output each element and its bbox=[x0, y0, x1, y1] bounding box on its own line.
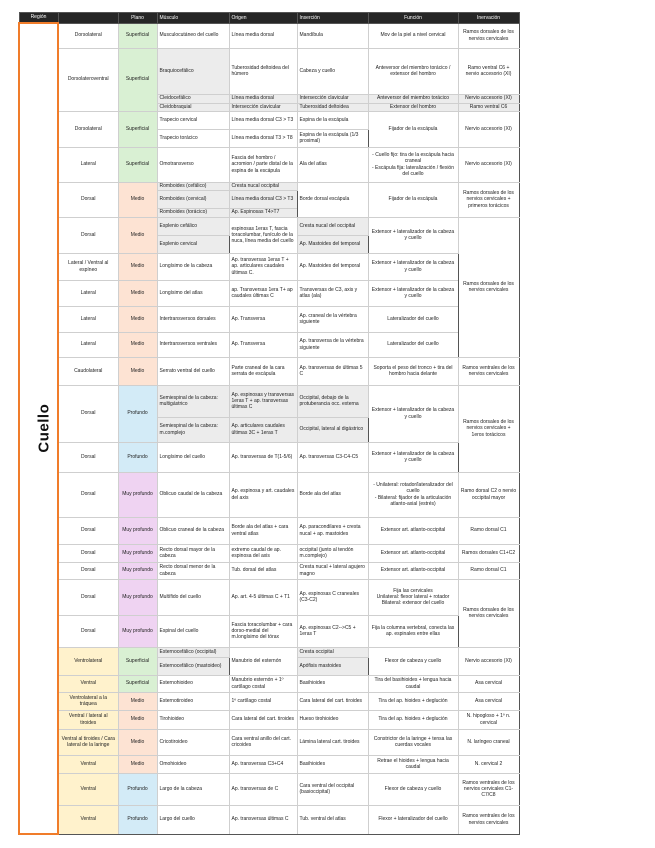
muscle-cell: Romboides (cefálico) bbox=[157, 182, 229, 190]
insertion-cell: Ap. transversa de la vértebra siguiente bbox=[297, 332, 368, 357]
function-cell: Tira del ap. hioides + deglución bbox=[368, 710, 458, 729]
origin-cell: ap. Transversas 1era T+ ap caudales últimas C bbox=[229, 280, 297, 306]
table-row bbox=[19, 579, 519, 615]
muscle-cell: Cleidobraquial bbox=[157, 103, 229, 111]
insertion-cell: Mandíbula bbox=[297, 23, 368, 48]
function-cell: Fija las cervicales Unilateral: flexor lateral + rotador Bilateral: extensor del cuello bbox=[368, 579, 458, 615]
position-cell: Dorsal bbox=[58, 562, 118, 579]
insertion-cell: Tub. ventral del atlas bbox=[297, 805, 368, 834]
position-cell: Dorsolateral bbox=[58, 23, 118, 48]
function-cell: Flexor de cabeza y cuello bbox=[368, 773, 458, 805]
origin-cell: Fascia toracolumbar + cara dorso-medial del m.longísimo del tórax bbox=[229, 615, 297, 647]
plane-cell: Medio bbox=[118, 332, 157, 357]
header-innervation: Inervación bbox=[458, 13, 519, 24]
insertion-cell: Ap. espinosas C2-->C5 + 1eras T bbox=[297, 615, 368, 647]
muscle-cell: Semiespinal de la cabeza: m.complejo bbox=[157, 417, 229, 442]
insertion-cell: Borde ala del atlas bbox=[297, 472, 368, 517]
position-cell: Lateral bbox=[58, 306, 118, 332]
innervation-cell: Nervio accesorio (XI) bbox=[458, 147, 519, 182]
function-cell: Lateralizador del cuello bbox=[368, 306, 458, 332]
plane-cell: Profundo bbox=[118, 385, 157, 442]
table-row bbox=[19, 647, 519, 657]
origin-cell: Ap. Transversa bbox=[229, 306, 297, 332]
plane-cell: Medio bbox=[118, 729, 157, 755]
insertion-cell: Borde dorsal escápula bbox=[297, 182, 368, 217]
insertion-cell: Lámina lateral cart. tiroides bbox=[297, 729, 368, 755]
origin-cell: Manubrio del esternón bbox=[229, 647, 297, 675]
function-cell: Soporta el peso del tronco + tira del hombro hacia delante bbox=[368, 357, 458, 385]
muscle-cell: Esplenio cervical bbox=[157, 235, 229, 253]
position-cell: Ventral bbox=[58, 773, 118, 805]
position-cell: Ventral al tiroides / Cara lateral de la laringe bbox=[58, 729, 118, 755]
plane-cell: Medio bbox=[118, 306, 157, 332]
table-row bbox=[19, 111, 519, 129]
table-row bbox=[19, 48, 519, 94]
function-cell: Extensor + lateralizador de la cabeza y cuello bbox=[368, 217, 458, 253]
plane-cell: Medio bbox=[118, 217, 157, 253]
function-cell: Extensor + lateralizador de la cabeza y cuello bbox=[368, 385, 458, 442]
insertion-cell: Basihioides bbox=[297, 675, 368, 692]
muscle-cell: Espinal del cuello bbox=[157, 615, 229, 647]
position-cell: Dorsal bbox=[58, 217, 118, 253]
function-cell: Anteversor del miembro torácico bbox=[368, 94, 458, 103]
insertion-cell: Cresta occipital bbox=[297, 647, 368, 657]
header-origin: Origen bbox=[229, 13, 297, 24]
innervation-cell: Nervio accesorio (XI) bbox=[458, 94, 519, 103]
innervation-cell: Ramo dorsal C1 bbox=[458, 517, 519, 544]
muscle-cell: Romboides (torácico) bbox=[157, 208, 229, 217]
muscle-cell: Trapecio torácico bbox=[157, 129, 229, 147]
position-cell: Lateral bbox=[58, 332, 118, 357]
innervation-cell: Asa cervical bbox=[458, 692, 519, 710]
insertion-cell: Ap. transversas de últimas 5 C bbox=[297, 357, 368, 385]
insertion-cell: occipital (junto al tendón m.complejo) bbox=[297, 544, 368, 562]
table-row bbox=[19, 729, 519, 755]
muscle-cell: Longísimo de la cabeza bbox=[157, 253, 229, 280]
function-cell: Mov de la piel a nivel cervical bbox=[368, 23, 458, 48]
header-region: Región bbox=[19, 13, 58, 24]
plane-cell: Medio bbox=[118, 357, 157, 385]
header-insertion: Inserción bbox=[297, 13, 368, 24]
position-cell: Dorsal bbox=[58, 385, 118, 442]
table-row bbox=[19, 182, 519, 190]
plane-cell: Superficial bbox=[118, 111, 157, 147]
function-cell: Tira del ap. hioides + deglución bbox=[368, 692, 458, 710]
table-row bbox=[19, 332, 519, 357]
header-function: Función bbox=[368, 13, 458, 24]
muscle-cell: Intertransversos ventrales bbox=[157, 332, 229, 357]
position-cell: Dorsolateral bbox=[58, 111, 118, 147]
innervation-cell: Ramos dorsales C1+C2 bbox=[458, 544, 519, 562]
innervation-cell: Ramos ventrales de los nervios cervicales C1-C7/C8 bbox=[458, 773, 519, 805]
position-cell: Dorsal bbox=[58, 544, 118, 562]
origin-cell: Ap. Transversa bbox=[229, 332, 297, 357]
origin-cell: Ap. espinosas y transversas 1eras T + ap. transversas últimas C bbox=[229, 385, 297, 417]
function-cell: Lateralizador del cuello bbox=[368, 332, 458, 357]
insertion-cell: Cresta nucal + lateral agujero magno bbox=[297, 562, 368, 579]
origin-cell: Tub. dorsal del atlas bbox=[229, 562, 297, 579]
table-body bbox=[19, 23, 519, 834]
insertion-cell: Ap. paracondilares + cresta nucal + ap. mastoides bbox=[297, 517, 368, 544]
insertion-cell: Tuberosidad deltoidea bbox=[297, 103, 368, 111]
muscle-cell: Tirohioideo bbox=[157, 710, 229, 729]
muscle-cell: Longísimo del atlas bbox=[157, 280, 229, 306]
insertion-cell: Ap. Mastoides del temporal bbox=[297, 235, 368, 253]
plane-cell: Profundo bbox=[118, 805, 157, 834]
origin-cell: Ap. articulares caudales últimas 3C + 1eras T bbox=[229, 417, 297, 442]
innervation-cell: Ramos ventrales de los nervios cervicales bbox=[458, 805, 519, 834]
muscle-cell: Trapecio cervical bbox=[157, 111, 229, 129]
position-cell: Ventral / lateral al tiroides bbox=[58, 710, 118, 729]
function-cell: Anteversor del miembro torácico / extensor del hombro bbox=[368, 48, 458, 94]
muscle-cell: Cricotiroideo bbox=[157, 729, 229, 755]
position-cell: Lateral bbox=[58, 147, 118, 182]
muscle-cell: Esternocefálico (occipital) bbox=[157, 647, 229, 657]
position-cell: Dorsal bbox=[58, 615, 118, 647]
position-cell: Lateral bbox=[58, 280, 118, 306]
plane-cell: Medio bbox=[118, 710, 157, 729]
origin-cell: Ap. transversas de T(1-5/6) bbox=[229, 442, 297, 472]
position-cell: Ventral bbox=[58, 755, 118, 773]
position-cell: Dorsal bbox=[58, 579, 118, 615]
table-row bbox=[19, 517, 519, 544]
table-row bbox=[19, 562, 519, 579]
insertion-cell: Cara lateral del cart. tiroides bbox=[297, 692, 368, 710]
muscle-cell: Esplenio cefálico bbox=[157, 217, 229, 235]
plane-cell: Superficial bbox=[118, 147, 157, 182]
innervation-cell: N. hipogloso + 1º n. cervical bbox=[458, 710, 519, 729]
plane-cell: Medio bbox=[118, 253, 157, 280]
origin-cell: Línea media dorsal T3 > T8 bbox=[229, 129, 297, 147]
origin-cell: Línea media dorsal bbox=[229, 23, 297, 48]
table-row bbox=[19, 675, 519, 692]
table-row bbox=[19, 306, 519, 332]
muscle-table bbox=[18, 12, 520, 835]
origin-cell: Tuberosidad deltoidea del húmero bbox=[229, 48, 297, 94]
position-cell: Dorsal bbox=[58, 182, 118, 217]
origin-cell: Intersección clavicular bbox=[229, 103, 297, 111]
function-cell: Retrae el hioides + lengua hacia caudal bbox=[368, 755, 458, 773]
innervation-cell: Ramo dorsal C2 o nervio occipital mayor bbox=[458, 472, 519, 517]
plane-cell: Muy profundo bbox=[118, 579, 157, 615]
muscle-cell: Esternohioideo bbox=[157, 675, 229, 692]
function-cell: Constrictor de la laringe + tensa las cuerdas vocales bbox=[368, 729, 458, 755]
table-row bbox=[19, 280, 519, 306]
position-cell: Dorsal bbox=[58, 472, 118, 517]
plane-cell: Muy profundo bbox=[118, 615, 157, 647]
insertion-cell: Basihioides bbox=[297, 755, 368, 773]
innervation-cell: Asa cervical bbox=[458, 675, 519, 692]
function-cell: Extensor + lateralizador de la cabeza y cuello bbox=[368, 280, 458, 306]
muscle-cell: Oblicuo craneal de la cabeza bbox=[157, 517, 229, 544]
insertion-cell: Ala del atlas bbox=[297, 147, 368, 182]
table-row bbox=[19, 253, 519, 280]
table-row bbox=[19, 357, 519, 385]
insertion-cell: Ap. Mastoides del temporal bbox=[297, 253, 368, 280]
table-row bbox=[19, 755, 519, 773]
plane-cell: Superficial bbox=[118, 23, 157, 48]
origin-cell: Cara ventral anillo del cart. cricoides bbox=[229, 729, 297, 755]
innervation-cell: Ramos dorsales de los nervios cervicales + 1eros torácicos bbox=[458, 385, 519, 472]
function-cell: Extensor + lateralizador de la cabeza y cuello bbox=[368, 442, 458, 472]
position-cell: Lateral / Ventral al espíneo bbox=[58, 253, 118, 280]
insertion-cell: Intersección clavicular bbox=[297, 94, 368, 103]
insertion-cell: Espina de la escápula (1/3 proximal) bbox=[297, 129, 368, 147]
function-cell: Extensor art. atlanto-occipital bbox=[368, 517, 458, 544]
muscle-cell: Largo de la cabeza bbox=[157, 773, 229, 805]
plane-cell: Medio bbox=[118, 182, 157, 217]
plane-cell: Medio bbox=[118, 692, 157, 710]
function-cell: Tira del basihioides + lengua hacia caudal bbox=[368, 675, 458, 692]
muscle-cell: Multífido del cuello bbox=[157, 579, 229, 615]
table-row bbox=[19, 710, 519, 729]
insertion-cell: Apófisis mastoides bbox=[297, 657, 368, 675]
plane-cell: Superficial bbox=[118, 48, 157, 111]
origin-cell: Línea media dorsal bbox=[229, 94, 297, 103]
insertion-cell: Cara ventral del occipital (basioccipital) bbox=[297, 773, 368, 805]
table-row bbox=[19, 805, 519, 834]
insertion-cell: Occipital, lateral al digástrico bbox=[297, 417, 368, 442]
muscle-cell: Omohioideo bbox=[157, 755, 229, 773]
insertion-cell: Hueso tirohioideo bbox=[297, 710, 368, 729]
origin-cell: Manubrio esternón + 1º cartílago costal bbox=[229, 675, 297, 692]
origin-cell: Ap. Espinosas T4>T7 bbox=[229, 208, 297, 217]
position-cell: Ventral bbox=[58, 675, 118, 692]
function-cell: Extensor del hombro bbox=[368, 103, 458, 111]
region-label: Cuello bbox=[35, 404, 53, 453]
region-cell bbox=[19, 23, 58, 834]
origin-cell: Ap. transversas últimas C bbox=[229, 805, 297, 834]
position-cell: Caudolateral bbox=[58, 357, 118, 385]
origin-cell: Ap. art. 4-5 últimas C + T1 bbox=[229, 579, 297, 615]
plane-cell: Superficial bbox=[118, 675, 157, 692]
muscle-cell: Largo del cuello bbox=[157, 805, 229, 834]
plane-cell: Muy profundo bbox=[118, 472, 157, 517]
muscle-cell: Esternocefálico (mastoideo) bbox=[157, 657, 229, 675]
innervation-cell: Ramos dorsales de los nervios cervicales + primeros torácicos bbox=[458, 182, 519, 217]
origin-cell: Ap. transversas 1eras T + ap. articulares caudales últimas C. bbox=[229, 253, 297, 280]
innervation-cell: Ramos dorsales de los nervios cervicales bbox=[458, 217, 519, 357]
origin-cell: Cresta nucal occipital bbox=[229, 182, 297, 190]
function-cell: Fijador de la escápula bbox=[368, 111, 458, 147]
innervation-cell: Ramo ventral C6 bbox=[458, 103, 519, 111]
position-cell: Ventral bbox=[58, 805, 118, 834]
muscle-cell: Recto dorsal menor de la cabeza bbox=[157, 562, 229, 579]
innervation-cell: Ramos dorsales de los nervios cervicales bbox=[458, 23, 519, 48]
function-cell: Extensor art. atlanto-occipital bbox=[368, 544, 458, 562]
insertion-cell: Occipital, debajo de la protuberancia occ. externa bbox=[297, 385, 368, 417]
table-row bbox=[19, 23, 519, 48]
plane-cell: Medio bbox=[118, 755, 157, 773]
muscle-cell: Intertransversos dorsales bbox=[157, 306, 229, 332]
insertion-cell: Cresta nucal del occipital bbox=[297, 217, 368, 235]
table-header bbox=[19, 13, 519, 24]
plane-cell: Muy profundo bbox=[118, 517, 157, 544]
header-muscle: Músculo bbox=[157, 13, 229, 24]
origin-cell: Ap. transversas de C bbox=[229, 773, 297, 805]
muscle-cell: Recto dorsal mayor de la cabeza bbox=[157, 544, 229, 562]
plane-cell: Medio bbox=[118, 280, 157, 306]
table-row bbox=[19, 147, 519, 182]
plane-cell: Muy profundo bbox=[118, 544, 157, 562]
origin-cell: Fascia del hombro / acromion / parte distal de la espina de la escápula bbox=[229, 147, 297, 182]
muscle-cell: Romboides (cervical) bbox=[157, 190, 229, 208]
function-cell: Fija la columna vertebral, conecta las ap. espinales entre ellas bbox=[368, 615, 458, 647]
position-cell: Dorsal bbox=[58, 442, 118, 472]
table-row bbox=[19, 773, 519, 805]
plane-cell: Profundo bbox=[118, 773, 157, 805]
function-cell: Fijador de la escápula bbox=[368, 182, 458, 217]
function-cell: Flexor + lateralizador del cuello bbox=[368, 805, 458, 834]
function-cell: Flexor de cabeza y cuello bbox=[368, 647, 458, 675]
origin-cell: Ap. espinosa y art. caudales del axis bbox=[229, 472, 297, 517]
origin-cell: Línea media dorsal C3 > T3 bbox=[229, 111, 297, 129]
insertion-cell: Ap. transversas C3-C4-C5 bbox=[297, 442, 368, 472]
innervation-cell: N. laríngeo craneal bbox=[458, 729, 519, 755]
muscle-cell: Esternotiroideo bbox=[157, 692, 229, 710]
innervation-cell: Ramos ventrales de los nervios cervicales bbox=[458, 357, 519, 385]
muscle-cell: Longísimo del cuello bbox=[157, 442, 229, 472]
function-cell: Extensor + lateralizador de la cabeza y cuello bbox=[368, 253, 458, 280]
table-row bbox=[19, 692, 519, 710]
insertion-cell: Cabeza y cuello bbox=[297, 48, 368, 94]
plane-cell: Superficial bbox=[118, 647, 157, 675]
function-cell: - Unilateral: rotador/lateralizador del cuello - Bilateral: fijador de la articulación atlanto-axial (estrés) bbox=[368, 472, 458, 517]
header-position bbox=[58, 13, 118, 24]
table-row bbox=[19, 385, 519, 417]
origin-cell: Línea media dorsal C3 > T3 bbox=[229, 190, 297, 208]
origin-cell: Cara lateral del cart. tiroides bbox=[229, 710, 297, 729]
position-cell: Ventrolateral a la tráquea bbox=[58, 692, 118, 710]
insertion-cell: Transversas de C3, axis y atlas (ala) bbox=[297, 280, 368, 306]
origin-cell: Parte craneal de la cara serrata de escápula bbox=[229, 357, 297, 385]
origin-cell: 1º cartílago costal bbox=[229, 692, 297, 710]
table-row bbox=[19, 615, 519, 647]
origin-cell: Borde ala del atlas + cara ventral atlas bbox=[229, 517, 297, 544]
table-row bbox=[19, 442, 519, 472]
plane-cell: Profundo bbox=[118, 442, 157, 472]
header-plane: Plano bbox=[118, 13, 157, 24]
origin-cell: Ap. transversas C3+C4 bbox=[229, 755, 297, 773]
origin-cell: extremo caudal de ap. espinosa del axis bbox=[229, 544, 297, 562]
muscle-cell: Semiespinal de la cabeza: multigástrico bbox=[157, 385, 229, 417]
table-row bbox=[19, 217, 519, 235]
innervation-cell: N. cervical 2 bbox=[458, 755, 519, 773]
function-cell: Extensor art. atlanto-occipital bbox=[368, 562, 458, 579]
insertion-cell: Ap. craneal de la vértebra siguiente bbox=[297, 306, 368, 332]
position-cell: Dorsal bbox=[58, 517, 118, 544]
origin-cell: espinosas 1eras T, fascia toracolumbar, funículo de la nuca, línea media del cuello bbox=[229, 217, 297, 253]
muscle-cell: Oblicuo caudal de la cabeza bbox=[157, 472, 229, 517]
innervation-cell: Ramos dorsales de los nervios cervicales bbox=[458, 579, 519, 647]
muscle-cell: Omotransverso bbox=[157, 147, 229, 182]
function-cell: - Cuello fijo: tira de la escápula hacia craneal - Escápula fija: lateralización / flexión del cuello bbox=[368, 147, 458, 182]
position-cell: Dorsolateroventral bbox=[58, 48, 118, 111]
table-row bbox=[19, 472, 519, 517]
muscle-cell: Musculocutáneo del cuello bbox=[157, 23, 229, 48]
position-cell: Ventrolateral bbox=[58, 647, 118, 675]
insertion-cell: Espina de la escápula bbox=[297, 111, 368, 129]
innervation-cell: Nervio accesorio (XI) bbox=[458, 111, 519, 147]
innervation-cell: Ramo ventral C6 + nervio accesorio (XI) bbox=[458, 48, 519, 94]
insertion-cell: Ap. espinosas C craneales (C3-C2) bbox=[297, 579, 368, 615]
muscle-cell: Cleidocefálico bbox=[157, 94, 229, 103]
table-row bbox=[19, 544, 519, 562]
muscle-cell: Serrato ventral del cuello bbox=[157, 357, 229, 385]
plane-cell: Muy profundo bbox=[118, 562, 157, 579]
innervation-cell: Ramo dorsal C1 bbox=[458, 562, 519, 579]
muscle-cell: Braquiocefálico bbox=[157, 48, 229, 94]
innervation-cell: Nervio accesorio (XI) bbox=[458, 647, 519, 675]
